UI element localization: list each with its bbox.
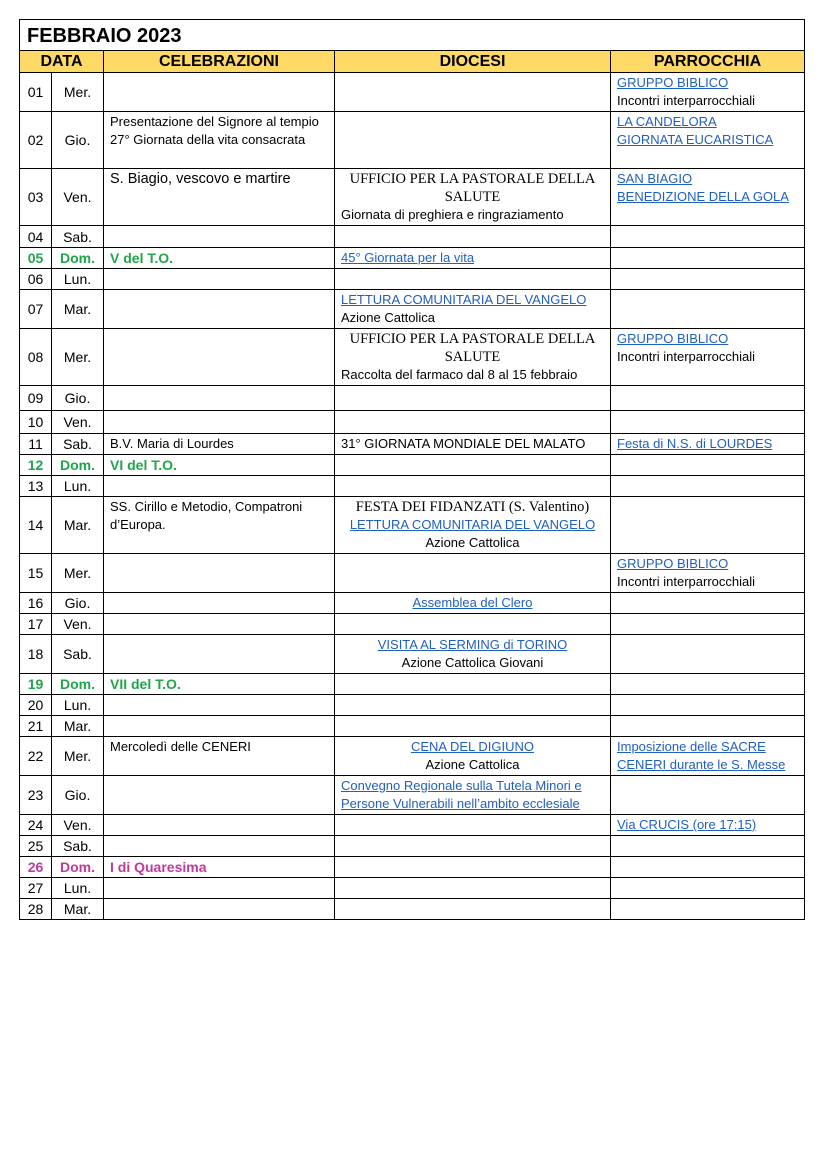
parrocchia-cell [611,269,805,290]
celebrazioni-cell [104,695,335,716]
celebrazioni-cell [104,776,335,815]
diocesi-cell [335,497,611,554]
table-row [20,674,805,695]
diocesi-cell [335,815,611,836]
parrocchia-cell [611,248,805,269]
table-row [20,455,805,476]
weekday: Sab. [52,836,104,857]
table-row [20,554,805,593]
date-number: 25 [20,836,52,857]
event-text: B.V. Maria di Lourdes [110,436,234,451]
date-number: 03 [20,169,52,226]
celebrazioni-cell [104,226,335,248]
event-text: VI del T.O. [110,457,177,473]
diocesi-cell [335,593,611,614]
weekday: Gio. [52,593,104,614]
weekday: Mar. [52,899,104,920]
weekday: Mer. [52,329,104,386]
event-link[interactable]: SAN BIAGIO [617,171,693,186]
parrocchia-cell [611,635,805,674]
diocesi-cell [335,226,611,248]
header-diocesi: DIOCESI [335,51,611,73]
parrocchia-cell [611,329,805,386]
celebrazioni-cell [104,878,335,899]
weekday: Lun. [52,269,104,290]
weekday: Mar. [52,290,104,329]
parrocchia-cell [611,737,805,776]
event-text: 27° Giornata della vita consacrata [110,132,306,147]
weekday: Dom. [52,455,104,476]
table-row [20,776,805,815]
date-number: 17 [20,614,52,635]
diocesi-cell [335,737,611,776]
header-parrocchia: PARROCCHIA [611,51,805,73]
table-row [20,635,805,674]
parrocchia-cell [611,226,805,248]
weekday: Gio. [52,776,104,815]
event-text: Raccolta del farmaco dal 8 al 15 febbraio [341,367,578,382]
event-link[interactable]: GRUPPO BIBLICO [617,75,729,90]
celebrazioni-cell [104,269,335,290]
event-link[interactable]: VISITA AL SERMING di TORINO [377,637,568,652]
celebrazioni-cell [104,857,335,878]
table-row [20,857,805,878]
weekday: Dom. [52,248,104,269]
date-number: 11 [20,434,52,455]
parrocchia-cell [611,554,805,593]
header-row [20,51,805,73]
parrocchia-cell [611,815,805,836]
celebrazioni-cell [104,497,335,554]
event-text: S. Biagio, vescovo e martire [110,171,291,187]
table-row [20,269,805,290]
event-link[interactable]: CENA DEL DIGIUNO [410,739,535,754]
weekday: Gio. [52,112,104,169]
event-text: Azione Cattolica Giovani [401,655,544,670]
table-row [20,899,805,920]
event-text: Incontri interparrocchiali [617,93,756,108]
parrocchia-cell [611,386,805,411]
date-number: 05 [20,248,52,269]
event-text: 31° GIORNATA MONDIALE DEL MALATO [341,436,586,451]
diocesi-cell [335,434,611,455]
date-number: 27 [20,878,52,899]
date-number: 20 [20,695,52,716]
diocesi-cell [335,674,611,695]
event-text: Incontri interparrocchiali [617,574,756,589]
parrocchia-cell [611,411,805,434]
parrocchia-cell [611,73,805,112]
parrocchia-cell [611,497,805,554]
date-number: 24 [20,815,52,836]
diocesi-cell [335,836,611,857]
weekday: Mer. [52,737,104,776]
diocesi-cell [335,248,611,269]
diocesi-cell [335,614,611,635]
weekday: Ven. [52,614,104,635]
event-link[interactable]: 45° Giornata per la vita [341,250,475,265]
event-link[interactable]: Via CRUCIS (ore 17:15) [617,817,757,832]
weekday: Ven. [52,169,104,226]
date-number: 23 [20,776,52,815]
event-link[interactable]: Imposizione delle SACRE CENERI durante le S. Messe [617,739,786,772]
event-link[interactable]: GRUPPO BIBLICO [617,331,729,346]
weekday: Dom. [52,857,104,878]
event-link[interactable]: LETTURA COMUNITARIA DEL VANGELO [341,292,587,307]
diocesi-cell [335,554,611,593]
parrocchia-cell [611,593,805,614]
table-row [20,226,805,248]
table-row [20,716,805,737]
weekday: Lun. [52,695,104,716]
date-number: 04 [20,226,52,248]
diocesi-cell [335,290,611,329]
celebrazioni-cell [104,329,335,386]
calendar-body [20,73,805,920]
weekday: Mer. [52,73,104,112]
weekday: Sab. [52,635,104,674]
date-number: 28 [20,899,52,920]
table-row [20,290,805,329]
parrocchia-cell [611,776,805,815]
header-data: DATA [20,51,104,73]
parrocchia-cell [611,112,805,169]
date-number: 10 [20,411,52,434]
event-text: Azione Cattolica [425,535,520,550]
table-row [20,878,805,899]
diocesi-cell [335,411,611,434]
event-text: Giornata di preghiera e ringraziamento [341,207,564,222]
parrocchia-cell [611,614,805,635]
diocesi-cell [335,857,611,878]
event-text: SS. Cirillo e Metodio, Compatroni d’Europa. [110,499,303,532]
date-number: 13 [20,476,52,497]
table-row [20,434,805,455]
celebrazioni-cell [104,674,335,695]
parrocchia-cell [611,857,805,878]
parrocchia-cell [611,674,805,695]
weekday: Lun. [52,878,104,899]
weekday: Mer. [52,554,104,593]
date-number: 21 [20,716,52,737]
table-row [20,476,805,497]
weekday: Ven. [52,411,104,434]
event-text: FESTA DEI FIDANZATI (S. Valentino) [355,499,590,515]
calendar-table [19,19,805,920]
celebrazioni-cell [104,411,335,434]
event-text: Azione Cattolica [425,757,520,772]
weekday: Sab. [52,226,104,248]
event-link[interactable]: BENEDIZIONE DELLA GOLA [617,189,789,204]
weekday: Lun. [52,476,104,497]
celebrazioni-cell [104,836,335,857]
celebrazioni-cell [104,899,335,920]
parrocchia-cell [611,836,805,857]
date-number: 12 [20,455,52,476]
diocesi-cell [335,878,611,899]
parrocchia-cell [611,290,805,329]
diocesi-cell [335,329,611,386]
parrocchia-cell [611,695,805,716]
diocesi-cell [335,695,611,716]
table-row [20,248,805,269]
table-row [20,695,805,716]
date-number: 18 [20,635,52,674]
table-row [20,169,805,226]
date-number: 08 [20,329,52,386]
diocesi-cell [335,386,611,411]
event-link[interactable]: LETTURA COMUNITARIA DEL VANGELO [349,517,596,532]
table-row [20,329,805,386]
parrocchia-cell [611,476,805,497]
date-number: 09 [20,386,52,411]
celebrazioni-cell [104,112,335,169]
date-number: 01 [20,73,52,112]
page-title: FEBBRAIO 2023 [20,20,805,51]
parrocchia-cell [611,434,805,455]
weekday: Mar. [52,716,104,737]
diocesi-cell [335,899,611,920]
event-link[interactable]: Convegno Regionale sulla Tutela Minori e Persone Vulnerabili nell’ambito ecclesiale [341,778,582,811]
event-text: V del T.O. [110,250,174,266]
celebrazioni-cell [104,290,335,329]
celebrazioni-cell [104,434,335,455]
celebrazioni-cell [104,169,335,226]
celebrazioni-cell [104,248,335,269]
celebrazioni-cell [104,614,335,635]
weekday: Dom. [52,674,104,695]
celebrazioni-cell [104,815,335,836]
diocesi-cell [335,776,611,815]
event-text: Presentazione del Signore al tempio [110,114,319,129]
event-link[interactable]: LA CANDELORA [617,114,717,129]
weekday: Mar. [52,497,104,554]
weekday: Ven. [52,815,104,836]
diocesi-cell [335,269,611,290]
date-number: 26 [20,857,52,878]
diocesi-cell [335,716,611,737]
calendar-sheet [19,19,804,920]
table-row [20,815,805,836]
diocesi-cell [335,635,611,674]
date-number: 14 [20,497,52,554]
date-number: 06 [20,269,52,290]
celebrazioni-cell [104,386,335,411]
date-number: 19 [20,674,52,695]
parrocchia-cell [611,899,805,920]
date-number: 15 [20,554,52,593]
weekday: Sab. [52,434,104,455]
event-text: VII del T.O. [110,676,181,692]
weekday: Gio. [52,386,104,411]
parrocchia-cell [611,716,805,737]
celebrazioni-cell [104,635,335,674]
date-number: 16 [20,593,52,614]
event-link[interactable]: GIORNATA EUCARISTICA [617,132,774,147]
event-text: UFFICIO PER LA PASTORALE DELLA SALUTE [349,331,596,365]
diocesi-cell [335,455,611,476]
table-row [20,386,805,411]
diocesi-cell [335,73,611,112]
table-row [20,593,805,614]
title-row [20,20,805,51]
celebrazioni-cell [104,455,335,476]
celebrazioni-cell [104,593,335,614]
event-text: I di Quaresima [110,859,207,875]
event-link[interactable]: GRUPPO BIBLICO [617,556,729,571]
diocesi-cell [335,169,611,226]
table-row [20,411,805,434]
event-link[interactable]: Assemblea del Clero [412,595,533,610]
date-number: 22 [20,737,52,776]
parrocchia-cell [611,878,805,899]
event-text: Azione Cattolica [341,310,435,325]
celebrazioni-cell [104,554,335,593]
table-row [20,73,805,112]
event-link[interactable]: Festa di N.S. di LOURDES [617,436,773,451]
parrocchia-cell [611,169,805,226]
table-row [20,497,805,554]
celebrazioni-cell [104,73,335,112]
date-number: 02 [20,112,52,169]
table-row [20,737,805,776]
celebrazioni-cell [104,716,335,737]
header-celebrazioni: CELEBRAZIONI [104,51,335,73]
diocesi-cell [335,112,611,169]
parrocchia-cell [611,455,805,476]
celebrazioni-cell [104,737,335,776]
table-row [20,836,805,857]
event-text: UFFICIO PER LA PASTORALE DELLA SALUTE [349,171,596,205]
table-row [20,112,805,169]
date-number: 07 [20,290,52,329]
event-text: Mercoledì delle CENERI [110,739,251,754]
celebrazioni-cell [104,476,335,497]
diocesi-cell [335,476,611,497]
event-text: Incontri interparrocchiali [617,349,756,364]
table-row [20,614,805,635]
